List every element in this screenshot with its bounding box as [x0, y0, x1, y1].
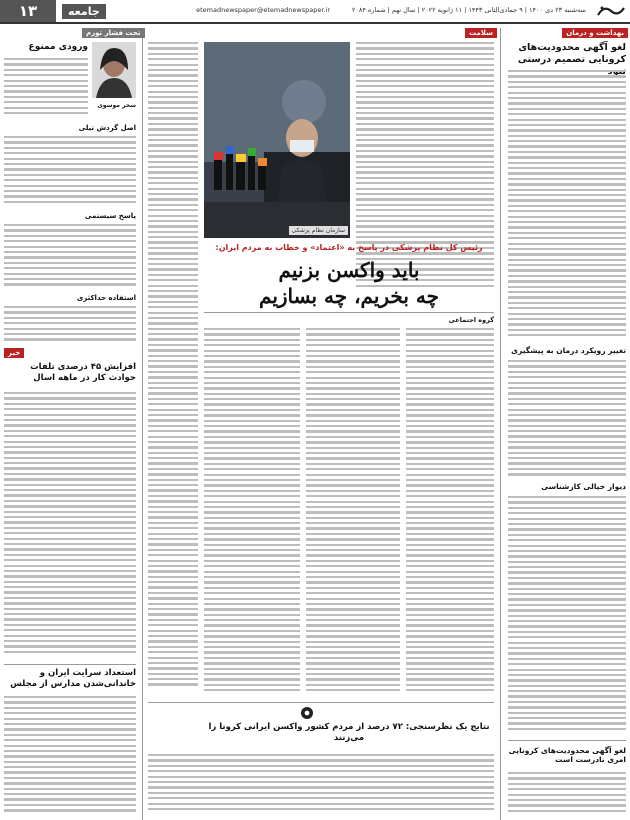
story-body	[4, 136, 136, 208]
story-title: اصل گردش تیلی	[78, 124, 136, 132]
column-divider	[500, 28, 501, 820]
column-label-news: خبر	[4, 348, 24, 358]
story-title: پاسخ سیستمی	[84, 212, 136, 220]
email-address: etemadnewspaper@etemadnewspaper.ir	[196, 6, 330, 14]
article-body-col1	[406, 328, 494, 696]
story-body	[4, 224, 136, 290]
ornament-icon	[300, 706, 314, 720]
newspaper-logo-icon	[596, 3, 626, 18]
article-body-col3	[204, 328, 300, 696]
story-title: استعداد سرایت ایران و خاندانی‌شدن مدارس از مجلس	[10, 668, 136, 689]
article-headline-line2: چه بخریم، چه بسازیم	[259, 284, 439, 308]
article-side-column	[148, 42, 198, 696]
story-title: ورودی ممنوع	[28, 42, 88, 52]
press-conference-photo	[204, 42, 350, 238]
story-body	[4, 392, 136, 660]
author-name: سحر موسوی	[97, 102, 136, 109]
poll-story-body	[148, 754, 494, 816]
story-body	[508, 70, 626, 342]
story-title: لغو آگهی محدودیت‌های کرونایی امری نادرست است	[508, 746, 626, 765]
article-intro-text	[356, 42, 494, 292]
page-number: ۱۳	[0, 0, 56, 22]
story-body	[508, 772, 626, 816]
story-body	[508, 496, 626, 734]
article-kicker: رئیس کل نظام پزشکی در پاسخ به «اعتماد» و خطاب به مردم ایران:	[215, 243, 483, 252]
dateline: سه‌شنبه ۲۳ دی ۱۴۰۰ | ۹ جمادی‌الثانی ۱۴۴۳ | ۱۱ ژانویه ۲۰۲۲ | سال نهم | شماره ۲۰۸۴	[351, 6, 586, 14]
column-label-health: سلامت	[465, 28, 497, 38]
story-body	[4, 696, 136, 816]
column-label-health: بهداشت و درمان	[562, 28, 628, 38]
story-body	[4, 306, 136, 344]
story-body	[4, 58, 88, 120]
author-photo	[92, 42, 136, 98]
article-headline-line1: باید واکسن بزنیم	[278, 258, 420, 282]
poll-story-title: نتایج یک نظرسنجی: ۷۲ درصد از مردم کشور واکسن ایرانی کرونا را می‌زنند	[208, 722, 490, 743]
story-title: تغییر رویکرد درمان به پیشگیری	[511, 346, 626, 355]
column-divider	[142, 28, 143, 820]
article-byline: گروه اجتماعی	[448, 316, 494, 324]
column-label-opinion: تحت فشار تورم	[82, 28, 145, 38]
photo-illustration	[204, 42, 350, 238]
avatar-icon	[92, 42, 136, 98]
story-title: استفاده حداکثری	[76, 294, 136, 302]
page-header	[0, 0, 630, 24]
story-title: لغو آگهی محدودیت‌های کرونایی تصمیم درستی	[517, 42, 626, 65]
photo-caption: سازمان نظام پزشکی	[289, 226, 348, 235]
article-body-col2	[306, 328, 400, 696]
story-title: دیوار خیالی کارشناسی	[541, 482, 626, 491]
story-title: افزایش ۴۵ درصدی تلفات حوادث کار در ماهه اسال	[30, 362, 136, 383]
story-body	[508, 360, 626, 478]
section-title: جامعه	[62, 4, 106, 19]
